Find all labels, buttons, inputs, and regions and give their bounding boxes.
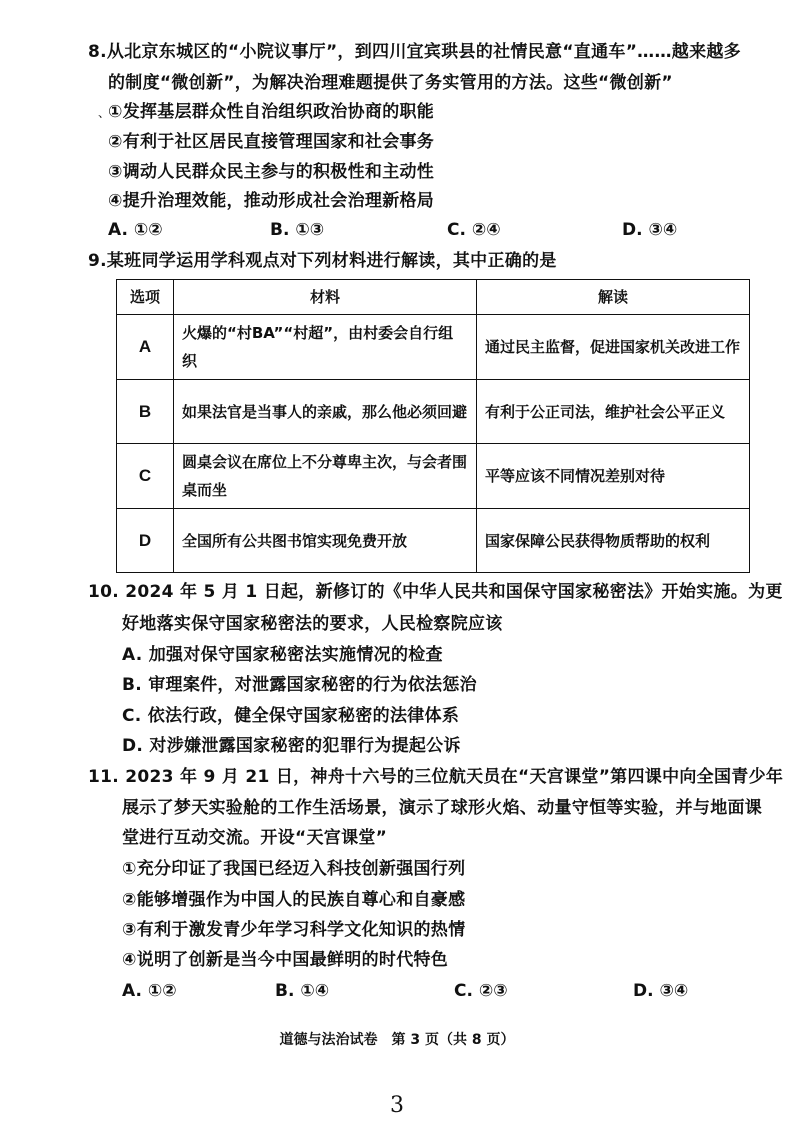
row-key: B	[117, 380, 174, 444]
q11-item: ③有利于激发青少年学习科学文化知识的热情	[122, 920, 466, 940]
row-reading: 有利于公正司法，维护社会公平正义	[477, 380, 750, 444]
q10-option-c: C. 依法行政，健全保守国家秘密的法律体系	[122, 706, 460, 726]
q8-item: ④提升治理效能，推动形成社会治理新格局	[108, 191, 435, 211]
q8-item: ①发挥基层群众性自治组织政治协商的职能	[108, 102, 435, 122]
q10-option-b: B. 审理案件，对泄露国家秘密的行为依法惩治	[122, 675, 477, 695]
q9-table	[116, 279, 750, 573]
table-row	[117, 315, 750, 380]
q11-choice-d: D. ③④	[633, 981, 689, 1001]
row-material: 如果法官是当事人的亲戚，那么他必须回避	[174, 380, 477, 444]
table-header: 解读	[477, 280, 750, 315]
q8-choice-c: C. ②④	[447, 220, 501, 240]
q11-item: ④说明了创新是当今中国最鲜明的时代特色	[122, 950, 449, 970]
row-material: 圆桌会议在席位上不分尊卑主次，与会者围桌而坐	[174, 444, 477, 509]
table-header-row	[117, 280, 750, 315]
table-header: 选项	[117, 280, 174, 315]
q10-stem-line1: 10. 2024 年 5 月 1 日起，新修订的《中华人民共和国保守国家秘密法》开始实施。为更	[88, 582, 783, 602]
table-row	[117, 380, 750, 444]
row-key: D	[117, 509, 174, 573]
q8-choice-d: D. ③④	[622, 220, 678, 240]
row-key: C	[117, 444, 174, 509]
q10-option-d: D. 对涉嫌泄露国家秘密的犯罪行为提起公诉	[122, 736, 461, 756]
scan-mark: 、	[98, 106, 111, 120]
q11-item: ①充分印证了我国已经迈入科技创新强国行列	[122, 859, 466, 879]
table-row	[117, 444, 750, 509]
table-header: 材料	[174, 280, 477, 315]
q11-choice-a: A. ①②	[122, 981, 177, 1001]
q8-item: ③调动人民群众民主参与的积极性和主动性	[108, 162, 435, 182]
row-reading: 国家保障公民获得物质帮助的权利	[477, 509, 750, 573]
q9-stem: 9.某班同学运用学科观点对下列材料进行解读，其中正确的是	[88, 251, 557, 271]
row-material: 火爆的“村BA”“村超”，由村委会自行组织	[174, 315, 477, 380]
row-material: 全国所有公共图书馆实现免费开放	[174, 509, 477, 573]
q11-stem-line2: 展示了梦天实验舱的工作生活场景，演示了球形火焰、动量守恒等实验，并与地面课	[122, 798, 763, 818]
page-footer: 道德与法治试卷 第 3 页（共 8 页）	[279, 1032, 515, 1048]
row-reading: 通过民主监督，促进国家机关改进工作	[477, 315, 750, 380]
q8-item: ②有利于社区居民直接管理国家和社会事务	[108, 132, 435, 152]
q8-stem-line1: 8.从北京东城区的“小院议事厅”，到四川宜宾珙县的社情民意“直通车”……越来越多	[88, 42, 741, 62]
q8-choice-a: A. ①②	[108, 220, 163, 240]
page-number: 3	[390, 1093, 404, 1118]
row-key: A	[117, 315, 174, 380]
q11-item: ②能够增强作为中国人的民族自尊心和自豪感	[122, 890, 466, 910]
q10-option-a: A. 加强对保守国家秘密法实施情况的检查	[122, 645, 443, 665]
q11-choice-b: B. ①④	[275, 981, 330, 1001]
q8-choice-b: B. ①③	[270, 220, 325, 240]
row-reading: 平等应该不同情况差别对待	[477, 444, 750, 509]
q8-stem-line2: 的制度“微创新”，为解决治理难题提供了务实管用的方法。这些“微创新”	[108, 73, 673, 93]
q11-choice-c: C. ②③	[454, 981, 508, 1001]
q11-stem-line1: 11. 2023 年 9 月 21 日，神舟十六号的三位航天员在“天宫课堂”第四课中向全国青少年	[88, 767, 784, 787]
table-row	[117, 509, 750, 573]
q11-stem-line3: 堂进行互动交流。开设“天宫课堂”	[122, 828, 388, 848]
q10-stem-line2: 好地落实保守国家秘密法的要求，人民检察院应该	[122, 614, 503, 634]
